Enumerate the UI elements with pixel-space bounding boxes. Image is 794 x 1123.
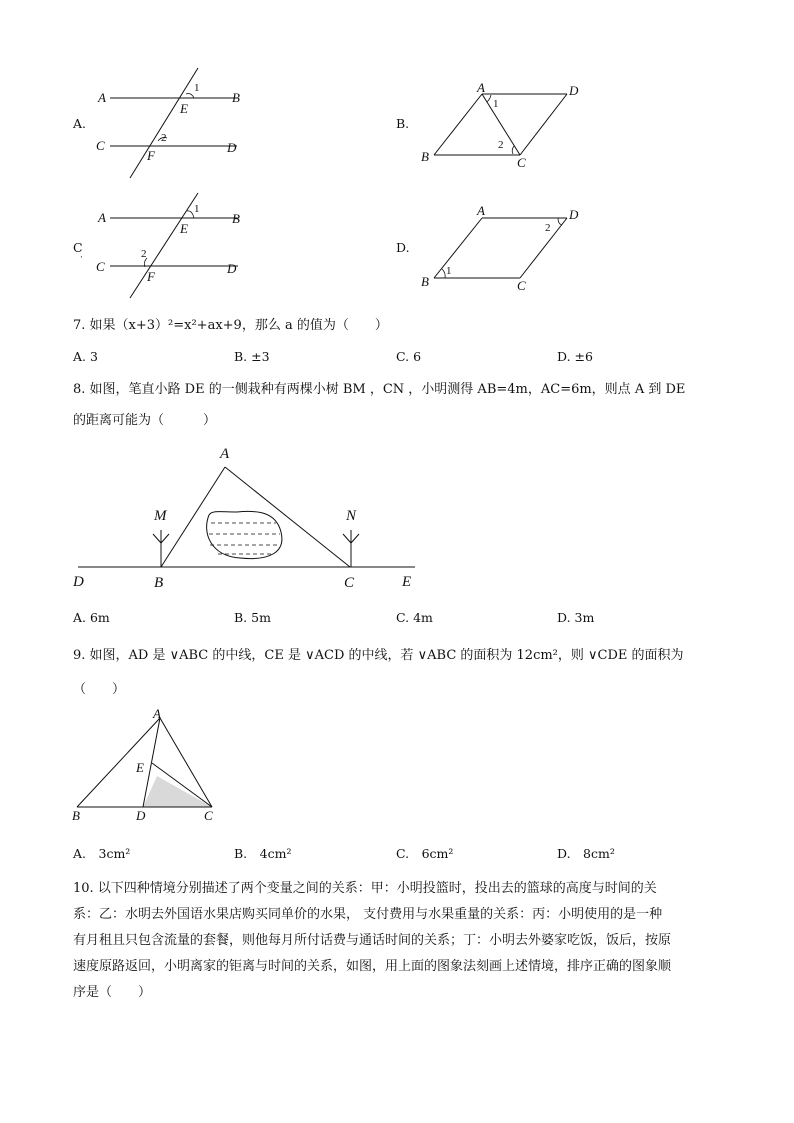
q8-label-B: B (154, 575, 164, 591)
q9-stem: 9. 如图，AD 是 ∨ABC 的中线，CE 是 ∨ACD 的中线，若 ∨ABC 的面积为 12cm²，则 ∨CDE 的面积为 (73, 648, 684, 663)
fig-a-label-1: 1 (194, 82, 200, 94)
q10-line-5: 序是（ ） (73, 985, 152, 1000)
fig-a-label-D: D (227, 140, 237, 155)
fig-a-label-E: E (180, 101, 188, 116)
q10-line-1: 10. 以下四种情境分别描述了两个变量之间的关系：甲：小明投篮时，投出去的篮球的高度与时间的关 (73, 881, 657, 896)
q9-paren: （ ） (73, 682, 126, 697)
fig-d-label-A: A (477, 203, 485, 218)
fig-c-label-B: B (232, 211, 240, 226)
q8-label-E: E (402, 574, 412, 590)
q9-option-a[interactable]: A. 3cm² (73, 846, 131, 861)
fig-d-label-D: D (569, 207, 579, 222)
q9-label-C: C (204, 808, 213, 823)
q6-option-c-dot: · (80, 253, 83, 263)
q8-stem-line2: 的距离可能为（ ） (73, 413, 217, 428)
fig-c-label-E: E (180, 221, 188, 236)
q6-figure-b (415, 80, 585, 170)
fig-d-label-2: 2 (545, 222, 551, 234)
q8-label-N: N (346, 508, 357, 524)
q7-stem: 7. 如果（x+3）²=x²+ax+9，那么 a 的值为（ ） (73, 318, 388, 333)
q9-label-E: E (136, 760, 144, 775)
q6-option-b-label[interactable]: B. (396, 116, 410, 131)
q10-line-3: 有月租且只包含流量的套餐，则他每月所付话费与通话时间的关系；丁：小明去外婆家吃饭，饭后，按原 (73, 933, 672, 948)
q9-label-D: D (136, 808, 146, 823)
q9-option-c[interactable]: C. 6cm² (396, 846, 454, 861)
q9-label-A: A (153, 706, 161, 721)
q8-label-C: C (344, 575, 355, 591)
q7-option-a[interactable]: A. 3 (73, 349, 98, 364)
q8-label-A: A (220, 446, 230, 462)
q9-option-b[interactable]: B. 4cm² (234, 846, 292, 861)
q7-option-b[interactable]: B. ±3 (234, 349, 270, 364)
q8-label-M: M (154, 508, 167, 524)
fig-c-label-2: 2 (141, 248, 147, 260)
fig-b-label-D: D (569, 83, 579, 98)
fig-c-label-C: C (96, 259, 105, 274)
fig-c-label-F: F (147, 269, 155, 284)
fig-c-label-A: A (98, 210, 106, 225)
q9-option-d[interactable]: D. 8cm² (557, 846, 615, 861)
q10-stem (73, 876, 721, 1006)
fig-c-label-1: 1 (194, 203, 200, 215)
fig-a-label-F: F (147, 148, 155, 163)
q8-figure (70, 440, 420, 595)
q10-line-2: 系：乙：水明去外国语水果店购买同单价的水果， 支付费用与水果重量的关系：丙：小明使用的是一种 (73, 907, 663, 922)
fig-a-label-C: C (96, 138, 105, 153)
fig-b-label-C: C (517, 155, 526, 170)
q8-option-c[interactable]: C. 4m (396, 610, 433, 625)
fig-b-label-2: 2 (498, 139, 504, 151)
q6-option-a-label[interactable]: A. (73, 116, 87, 131)
q10-line-4: 速度原路返回，小明离家的钜离与时间的关系，如图，用上面的图象法刻画上述情境，排序正确的图象顺 (73, 959, 672, 974)
fig-c-label-D: D (227, 261, 237, 276)
q6-option-c-label[interactable]: C (73, 240, 83, 255)
fig-b-label-1: 1 (493, 98, 499, 110)
fig-d-label-1: 1 (446, 265, 452, 277)
q8-stem-line1: 8. 如图，笔直小路 DE 的一侧栽种有两棵小树 BM ，CN ，小明测得 AB=4m，AC=6m，则点 A 到 DE (73, 382, 686, 397)
q6-option-d-label[interactable]: D. (396, 240, 410, 255)
q6-figure-d (415, 200, 585, 295)
q8-option-d[interactable]: D. 3m (557, 610, 595, 625)
q9-label-B: B (72, 808, 80, 823)
fig-a-label-B: B (232, 90, 240, 105)
q8-label-D: D (73, 574, 84, 590)
fig-d-label-C: C (517, 278, 526, 293)
q8-option-b[interactable]: B. 5m (234, 610, 271, 625)
fig-d-label-B: B (421, 274, 429, 289)
q9-figure (68, 706, 228, 826)
q8-option-a[interactable]: A. 6m (73, 610, 110, 625)
fig-a-label-2: 2 (161, 132, 167, 144)
fig-b-label-B: B (421, 149, 429, 164)
q6-figure-c (90, 190, 270, 305)
fig-a-label-A: A (98, 90, 106, 105)
fig-b-label-A: A (477, 80, 485, 95)
q6-figure-a (90, 65, 270, 185)
q7-option-d[interactable]: D. ±6 (557, 349, 593, 364)
q7-option-c[interactable]: C. 6 (396, 349, 422, 364)
